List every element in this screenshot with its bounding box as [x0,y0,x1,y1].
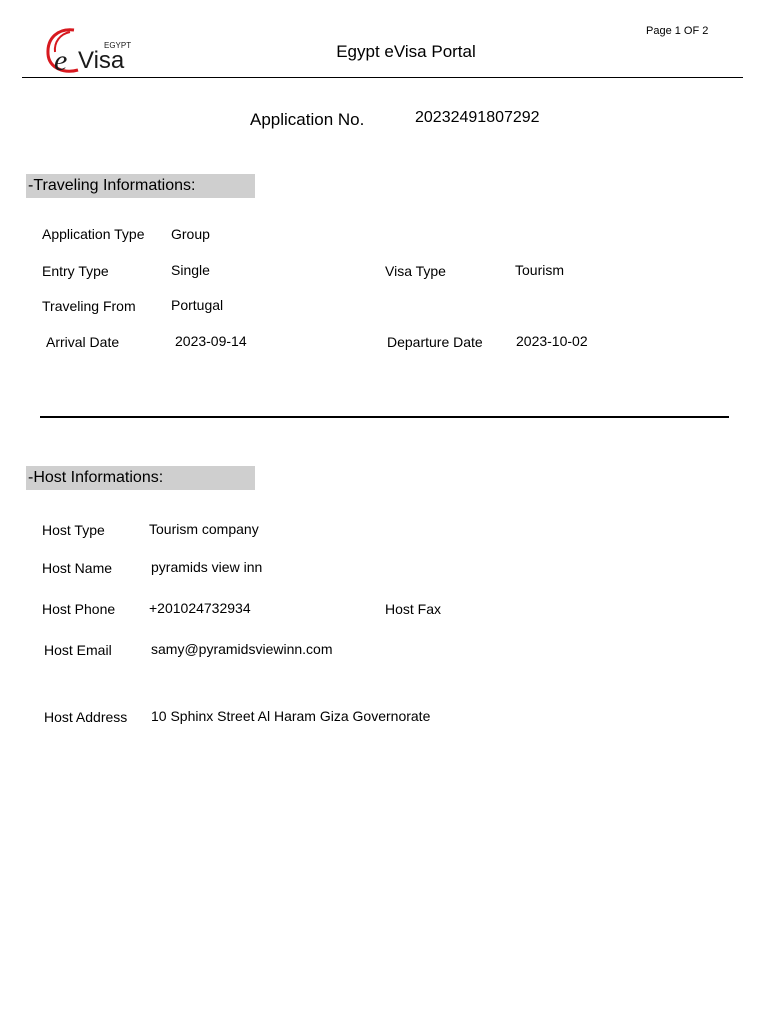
header-divider [22,77,743,78]
traveling-section-heading: -Traveling Informations: [26,174,255,198]
application-type-label: Application Type [42,226,145,242]
logo-small-text: EGYPT [104,41,132,50]
host-email-label: Host Email [44,642,112,658]
section-divider [40,416,729,418]
page-title: Egypt eVisa Portal [336,42,476,61]
departure-date-value: 2023-10-02 [516,333,588,349]
application-number-label: Application No. [250,110,365,129]
application-type-value: Group [171,226,210,242]
host-fax-label: Host Fax [385,601,442,617]
entry-type-label: Entry Type [42,263,109,279]
host-email-value: samy@pyramidsviewinn.com [151,641,333,657]
host-type-value: Tourism company [149,521,259,537]
application-number-value: 20232491807292 [415,109,540,126]
host-address-label: Host Address [44,709,128,725]
traveling-from-label: Traveling From [42,298,136,314]
arrival-date-label: Arrival Date [46,334,120,350]
host-phone-value: +201024732934 [149,600,251,616]
arrival-date-value: 2023-09-14 [175,333,247,349]
entry-type-value: Single [171,262,210,278]
traveling-from-value: Portugal [171,297,224,313]
host-name-value: pyramids view inn [151,559,263,575]
host-section-heading: -Host Informations: [26,466,255,490]
visa-type-value: Tourism [515,262,565,278]
svg-text:e: e [54,44,68,77]
page-indicator: Page 1 OF 2 [646,25,709,37]
visa-type-label: Visa Type [385,263,446,279]
logo-main-text: Visa [78,47,125,74]
host-phone-label: Host Phone [42,601,116,617]
host-type-label: Host Type [42,522,105,538]
departure-date-label: Departure Date [387,334,483,350]
host-address-value: 10 Sphinx Street Al Haram Giza Governorate [151,708,431,724]
host-name-label: Host Name [42,560,113,576]
